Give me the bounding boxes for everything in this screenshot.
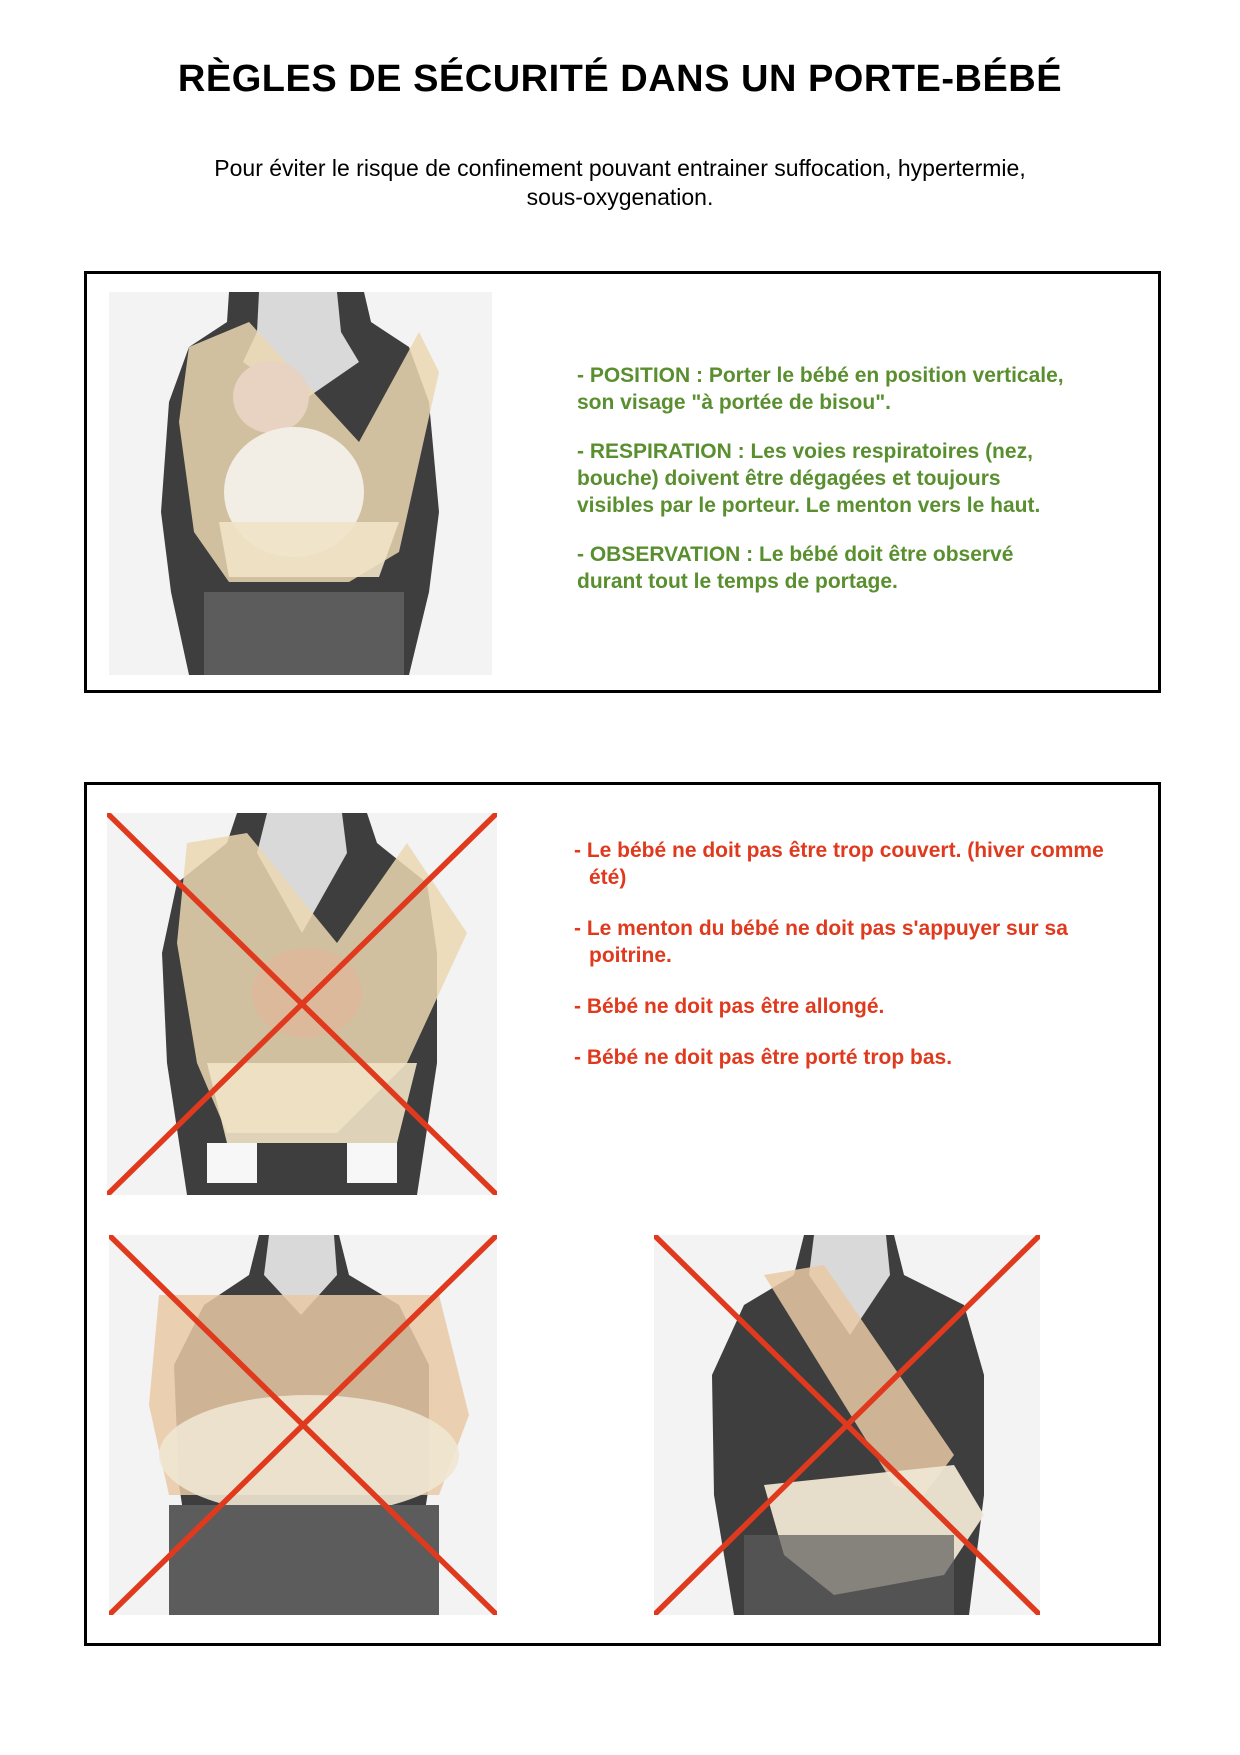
subtitle-line-1: Pour éviter le risque de confinement pouvant entrainer suffocation, hypertermie, [214,155,1026,181]
subtitle-line-2: sous-oxygenation. [526,184,714,210]
rule-respiration-line-3: visibles par le porteur. Le menton vers le haut. [577,494,1041,517]
incorrect-carry-box [84,782,1161,1646]
page-subtitle [120,154,1120,212]
covered-baby-illustration [107,813,497,1195]
correct-carry-photo [109,292,492,675]
rule-position-line-1: - POSITION : Porter le bébé en position verticale, [577,364,1064,387]
correct-carry-illustration [109,292,492,675]
rule-observation [577,541,1137,595]
lying-baby-illustration [109,1235,497,1615]
crossed-out-covered-baby-photo [107,813,497,1195]
correct-carry-box [84,271,1161,693]
rule-not-too-covered: - Le bébé ne doit pas être trop couvert. (hiver comme été) [574,839,1104,889]
rule-not-too-low: - Bébé ne doit pas être porté trop bas. [574,1046,953,1069]
rule-chin-not-on-chest: - Le menton du bébé ne doit pas s'appuyer sur sa poitrine. [574,917,1068,967]
rule-respiration [577,438,1137,519]
incorrect-carry-rules [574,837,1134,1095]
correct-carry-rules [577,362,1137,617]
page-title: RÈGLES DE SÉCURITÉ DANS UN PORTE-BÉBÉ [177,58,1063,100]
rule-respiration-line-1: - RESPIRATION : Les voies respiratoires (nez, [577,440,1033,463]
rule-respiration-line-2: bouche) doivent être dégagées et toujours [577,467,1001,490]
rule-position-line-2: son visage "à portée de bisou". [577,391,891,414]
rule-position [577,362,1137,416]
crossed-out-lying-baby-photo [109,1235,497,1615]
crossed-out-low-carry-photo [654,1235,1040,1615]
rule-observation-line-2: durant tout le temps de portage. [577,570,898,593]
rule-observation-line-1: - OBSERVATION : Le bébé doit être observé [577,543,1014,566]
low-carry-illustration [654,1235,1040,1615]
rule-not-lying-down: - Bébé ne doit pas être allongé. [574,995,885,1018]
